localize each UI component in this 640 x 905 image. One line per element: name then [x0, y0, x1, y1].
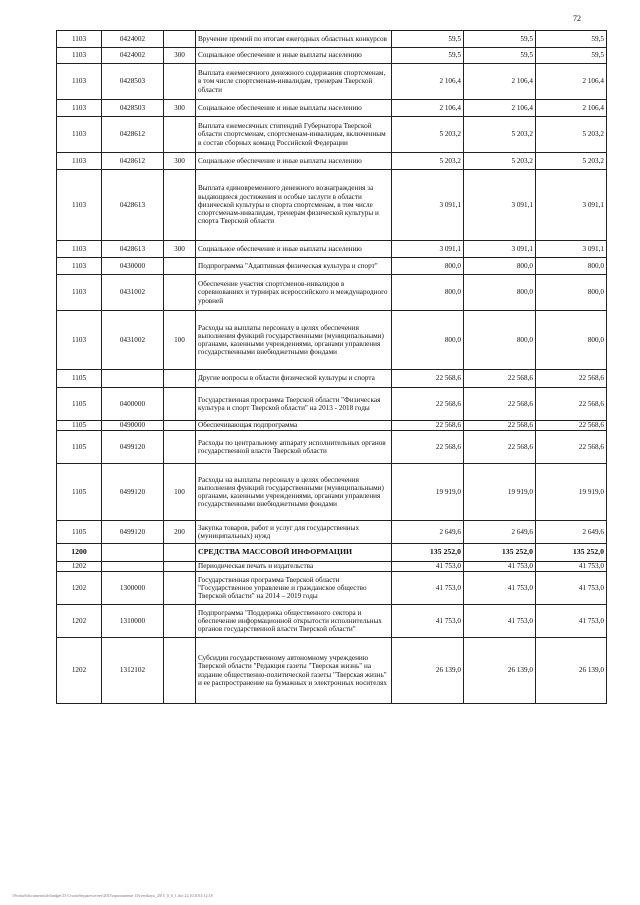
cell-v1: 22 568,6: [392, 431, 464, 464]
cell-v1: 41 753,0: [392, 605, 464, 638]
cell-rz: 1103: [57, 100, 102, 117]
cell-rz: 1105: [57, 370, 102, 388]
cell-vr: [164, 388, 196, 421]
cell-v2: 2 106,4: [464, 100, 536, 117]
cell-v2: 59,5: [464, 31, 536, 48]
cell-rz: 1103: [57, 153, 102, 170]
cell-csr: 0428612: [102, 153, 164, 170]
table-row: [57, 464, 607, 521]
cell-v2: 22 568,6: [464, 431, 536, 464]
cell-vr: [164, 370, 196, 388]
cell-v3: 800,0: [536, 275, 607, 311]
cell-name: Расходы по центральному аппарату исполнительных органов государственной власти Тверской области: [196, 431, 392, 464]
budget-table-body: [57, 31, 607, 704]
cell-rz: 1103: [57, 48, 102, 64]
cell-vr: [164, 170, 196, 241]
cell-rz: 1103: [57, 311, 102, 370]
table-row: [57, 431, 607, 464]
cell-name: СРЕДСТВА МАССОВОЙ ИНФОРМАЦИИ: [196, 544, 392, 562]
cell-csr: 0499120: [102, 521, 164, 544]
cell-vr: [164, 544, 196, 562]
cell-v2: 26 139,0: [464, 638, 536, 704]
cell-name: Социальное обеспечение и иные выплаты населению: [196, 48, 392, 64]
cell-v3: 2 106,4: [536, 100, 607, 117]
cell-v1: 2 649,6: [392, 521, 464, 544]
cell-v3: 59,5: [536, 48, 607, 64]
cell-vr: [164, 421, 196, 431]
cell-v1: 59,5: [392, 31, 464, 48]
cell-name: Расходы на выплаты персоналу в целях обеспечения выполнения функций государственными (муниципальными) органами, казенными учреждениями, органами управления государственными внебюджетными фондами: [196, 311, 392, 370]
cell-vr: 300: [164, 48, 196, 64]
table-row: [57, 572, 607, 605]
cell-csr: 0431002: [102, 275, 164, 311]
cell-v3: 19 919,0: [536, 464, 607, 521]
cell-vr: [164, 431, 196, 464]
cell-rz: 1202: [57, 562, 102, 572]
cell-v3: 41 753,0: [536, 605, 607, 638]
table-row: [57, 258, 607, 275]
table-row: [57, 544, 607, 562]
cell-csr: [102, 544, 164, 562]
cell-name: Социальное обеспечение и иные выплаты населению: [196, 100, 392, 117]
cell-v2: 5 203,2: [464, 153, 536, 170]
cell-v3: 59,5: [536, 31, 607, 48]
cell-vr: 100: [164, 464, 196, 521]
cell-v3: 2 649,6: [536, 521, 607, 544]
cell-name: Подпрограмма "Адаптивная физическая культура и спорт": [196, 258, 392, 275]
table-row: [57, 275, 607, 311]
cell-v2: 2 106,4: [464, 64, 536, 100]
budget-table: [56, 30, 607, 704]
table-row: [57, 421, 607, 431]
cell-csr: 0430000: [102, 258, 164, 275]
cell-rz: 1103: [57, 31, 102, 48]
cell-vr: [164, 275, 196, 311]
cell-csr: 0428503: [102, 100, 164, 117]
cell-v1: 800,0: [392, 258, 464, 275]
cell-vr: 100: [164, 311, 196, 370]
cell-v2: 41 753,0: [464, 605, 536, 638]
cell-v1: 3 091,1: [392, 241, 464, 258]
cell-csr: [102, 370, 164, 388]
cell-rz: 1105: [57, 521, 102, 544]
table-row: [57, 170, 607, 241]
cell-v3: 22 568,6: [536, 370, 607, 388]
cell-rz: 1105: [57, 431, 102, 464]
cell-csr: 0428612: [102, 117, 164, 153]
cell-rz: 1103: [57, 258, 102, 275]
cell-rz: 1105: [57, 388, 102, 421]
footer-file-path: \\Profuel\documents\zb\budget\15 Стали\бюджет\отчет\2015\приложение 13\tverskaya_2015_0_6_1.doc 22.10.2014 12:18: [12, 893, 213, 898]
cell-rz: 1202: [57, 605, 102, 638]
cell-v2: 22 568,6: [464, 421, 536, 431]
cell-v3: 3 091,1: [536, 241, 607, 258]
cell-rz: 1103: [57, 64, 102, 100]
cell-v1: 2 106,4: [392, 100, 464, 117]
table-row: [57, 100, 607, 117]
cell-vr: 300: [164, 241, 196, 258]
cell-v1: 19 919,0: [392, 464, 464, 521]
cell-v2: 135 252,0: [464, 544, 536, 562]
cell-rz: 1103: [57, 117, 102, 153]
cell-v3: 800,0: [536, 258, 607, 275]
cell-name: Субсидии государственному автономному учреждению Тверской области "Редакция газеты "Тверская жизнь" на издание общественно-политической газеты "Тверская жизнь" и ее распространение на бумажных и электронных носителях: [196, 638, 392, 704]
cell-v1: 41 753,0: [392, 562, 464, 572]
cell-vr: 200: [164, 521, 196, 544]
cell-v1: 3 091,1: [392, 170, 464, 241]
table-row: [57, 48, 607, 64]
cell-vr: [164, 64, 196, 100]
cell-csr: 0424002: [102, 31, 164, 48]
cell-vr: [164, 605, 196, 638]
cell-v1: 5 203,2: [392, 117, 464, 153]
cell-v2: 3 091,1: [464, 170, 536, 241]
cell-name: Социальное обеспечение и иные выплаты населению: [196, 241, 392, 258]
cell-rz: 1105: [57, 421, 102, 431]
cell-name: Обеспечивающая подпрограмма: [196, 421, 392, 431]
cell-name: Другие вопросы в области физической культуры и спорта: [196, 370, 392, 388]
cell-name: Выплата единовременного денежного вознаграждения за выдающиеся достижения и особые заслуги в области физической культуры и спорта спортсменам, в том числе спортсменам-инвалидам, тренерам физической культуры и спорта Тверской области: [196, 170, 392, 241]
cell-vr: [164, 562, 196, 572]
cell-v2: 22 568,6: [464, 388, 536, 421]
cell-csr: 0499120: [102, 464, 164, 521]
cell-vr: [164, 572, 196, 605]
cell-csr: [102, 562, 164, 572]
cell-rz: 1202: [57, 638, 102, 704]
cell-v2: 22 568,6: [464, 370, 536, 388]
cell-v1: 800,0: [392, 275, 464, 311]
cell-rz: 1105: [57, 464, 102, 521]
cell-csr: 1312102: [102, 638, 164, 704]
cell-csr: 0490000: [102, 421, 164, 431]
cell-name: Подпрограмма "Поддержка общественного сектора и обеспечение информационной открытости исполнительных органов государственной власти Тверской области": [196, 605, 392, 638]
cell-name: Вручение премий по итогам ежегодных областных конкурсов: [196, 31, 392, 48]
table-row: [57, 388, 607, 421]
cell-v2: 800,0: [464, 275, 536, 311]
cell-csr: 0400000: [102, 388, 164, 421]
cell-v1: 135 252,0: [392, 544, 464, 562]
cell-name: Государственная программа Тверской области "Физическая культура и спорт Тверской области" на 2013 - 2018 годы: [196, 388, 392, 421]
cell-v3: 22 568,6: [536, 421, 607, 431]
cell-vr: 300: [164, 100, 196, 117]
cell-name: Государственная программа Тверской области "Государственное управление и гражданское общество Тверской области" на 2014 – 2019 годы: [196, 572, 392, 605]
table-row: [57, 153, 607, 170]
cell-v3: 41 753,0: [536, 572, 607, 605]
cell-name: Закупка товаров, работ и услуг для государственных (муниципальных) нужд: [196, 521, 392, 544]
cell-v3: 2 106,4: [536, 64, 607, 100]
cell-v3: 800,0: [536, 311, 607, 370]
cell-rz: 1103: [57, 241, 102, 258]
cell-v1: 41 753,0: [392, 572, 464, 605]
cell-v1: 2 106,4: [392, 64, 464, 100]
cell-csr: 0428613: [102, 241, 164, 258]
cell-v1: 59,5: [392, 48, 464, 64]
page-number: 72: [573, 14, 581, 23]
cell-vr: [164, 258, 196, 275]
cell-csr: 0431002: [102, 311, 164, 370]
cell-v1: 22 568,6: [392, 421, 464, 431]
cell-csr: 0428613: [102, 170, 164, 241]
cell-csr: 1300000: [102, 572, 164, 605]
cell-v2: 800,0: [464, 311, 536, 370]
cell-v3: 5 203,2: [536, 117, 607, 153]
cell-v2: 2 649,6: [464, 521, 536, 544]
cell-v1: 22 568,6: [392, 388, 464, 421]
cell-name: Выплата ежемесячного денежного содержания спортсменам, в том числе спортсменам-инвалидам, тренерам Тверской области: [196, 64, 392, 100]
table-row: [57, 370, 607, 388]
cell-v2: 800,0: [464, 258, 536, 275]
table-row: [57, 562, 607, 572]
cell-rz: 1103: [57, 170, 102, 241]
cell-rz: 1200: [57, 544, 102, 562]
cell-v3: 26 139,0: [536, 638, 607, 704]
table-row: [57, 117, 607, 153]
cell-v1: 22 568,6: [392, 370, 464, 388]
cell-v2: 41 753,0: [464, 572, 536, 605]
cell-v2: 19 919,0: [464, 464, 536, 521]
cell-rz: 1103: [57, 275, 102, 311]
table-row: [57, 638, 607, 704]
cell-v2: 3 091,1: [464, 241, 536, 258]
cell-v2: 5 203,2: [464, 117, 536, 153]
cell-name: Социальное обеспечение и иные выплаты населению: [196, 153, 392, 170]
cell-v3: 135 252,0: [536, 544, 607, 562]
cell-v1: 26 139,0: [392, 638, 464, 704]
cell-csr: 1310000: [102, 605, 164, 638]
cell-v3: 5 203,2: [536, 153, 607, 170]
cell-rz: 1202: [57, 572, 102, 605]
cell-v2: 41 753,0: [464, 562, 536, 572]
cell-v2: 59,5: [464, 48, 536, 64]
table-row: [57, 64, 607, 100]
cell-v3: 22 568,6: [536, 431, 607, 464]
cell-vr: [164, 117, 196, 153]
cell-vr: [164, 638, 196, 704]
cell-v3: 22 568,6: [536, 388, 607, 421]
table-row: [57, 311, 607, 370]
cell-v1: 5 203,2: [392, 153, 464, 170]
cell-csr: 0499120: [102, 431, 164, 464]
cell-csr: 0428503: [102, 64, 164, 100]
cell-name: Периодическая печать и издательства: [196, 562, 392, 572]
cell-csr: 0424002: [102, 48, 164, 64]
cell-name: Выплата ежемесячных стипендий Губернатора Тверской области спортсменам, спортсменам-инвалидам, включенным в состав сборных команд Российской Федерации: [196, 117, 392, 153]
cell-name: Обеспечение участия спортсменов-инвалидов в соревнованиях и турнирах всероссийского и международного уровней: [196, 275, 392, 311]
table-row: [57, 605, 607, 638]
cell-name: Расходы на выплаты персоналу в целях обеспечения выполнения функций государственными (муниципальными) органами, казенными учреждениями, органами управления государственными внебюджетными фондами: [196, 464, 392, 521]
table-row: [57, 521, 607, 544]
cell-v3: 41 753,0: [536, 562, 607, 572]
cell-vr: 300: [164, 153, 196, 170]
table-row: [57, 241, 607, 258]
cell-vr: [164, 31, 196, 48]
table-row: [57, 31, 607, 48]
cell-v1: 800,0: [392, 311, 464, 370]
cell-v3: 3 091,1: [536, 170, 607, 241]
